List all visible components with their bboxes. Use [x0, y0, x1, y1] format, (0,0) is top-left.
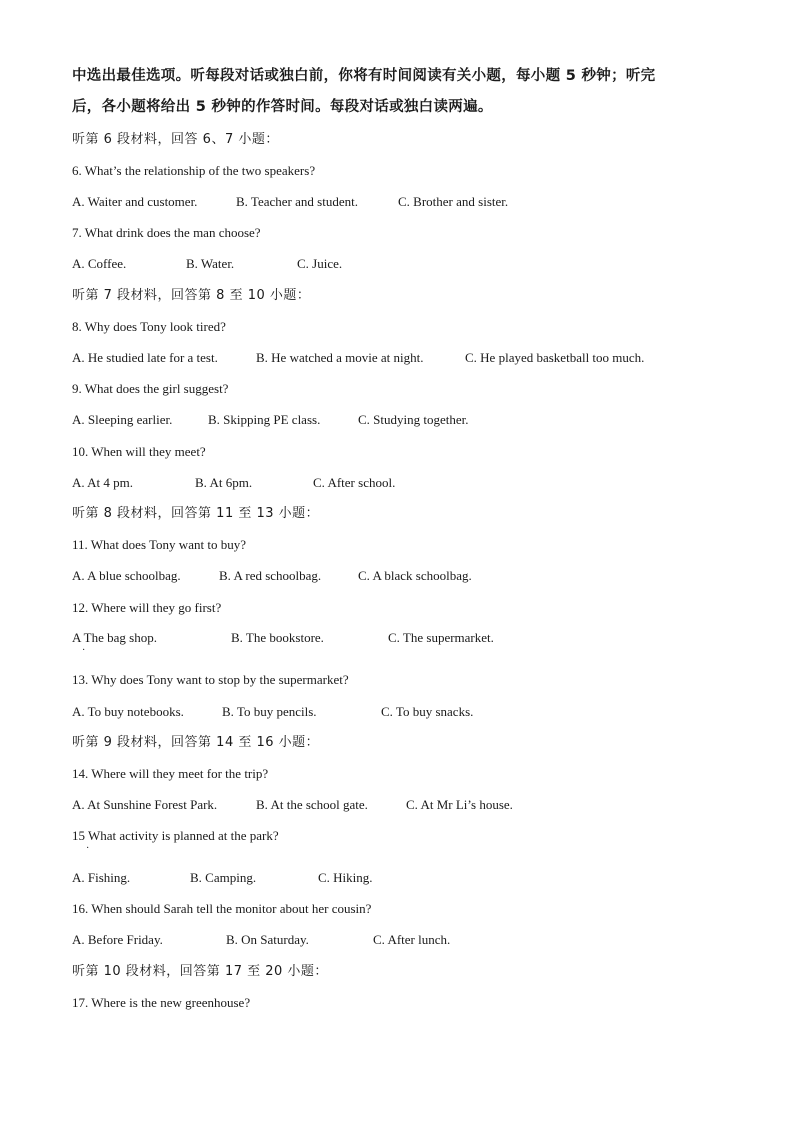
- question-14: 14. Where will they meet for the trip?: [72, 766, 269, 781]
- option-a: A. At 4 pm.: [72, 475, 134, 490]
- question-8: 8. Why does Tony look tired?: [72, 319, 226, 334]
- section-heading-9: 听第 9 段材料，回答第 14 至 16 小题：: [72, 735, 320, 750]
- question-9: 9. What does the girl suggest?: [72, 381, 229, 396]
- option-c: C. At Mr Li’s house.: [406, 797, 513, 812]
- option-b: B. To buy pencils.: [222, 704, 317, 719]
- option-c: C. After lunch.: [373, 932, 451, 947]
- option-a: A. Waiter and customer.: [72, 194, 198, 209]
- question-6: 6. What’s the relationship of the two speakers?: [72, 163, 316, 178]
- option-c: C. Juice.: [297, 256, 343, 271]
- section-heading-10: 听第 10 段材料，回答第 17 至 20 小题：: [72, 964, 328, 979]
- question-7: 7. What drink does the man choose?: [72, 225, 261, 240]
- option-b: B. At 6pm.: [195, 475, 253, 490]
- option-a: A. Before Friday.: [72, 932, 163, 947]
- option-b: B. The bookstore.: [231, 630, 324, 645]
- option-c: C. He played basketball too much.: [465, 350, 645, 365]
- option-c: C. Brother and sister.: [398, 194, 509, 209]
- question-17: 17. Where is the new greenhouse?: [72, 995, 251, 1010]
- option-b: B. A red schoolbag.: [219, 568, 322, 583]
- option-c: C. A black schoolbag.: [358, 568, 472, 583]
- option-a: A. He studied late for a test.: [72, 350, 218, 365]
- question-15: 15 What activity is planned at the park?: [72, 828, 279, 843]
- question-16: 16. When should Sarah tell the monitor about her cousin?: [72, 901, 372, 916]
- intro-line-2: 后，各小题将给出 5 秒钟的作答时间。每段对话或独白读两遍。: [72, 99, 493, 115]
- stray-dot: ·: [82, 645, 86, 656]
- option-a: A. Coffee.: [72, 256, 127, 271]
- option-b: B. At the school gate.: [256, 797, 368, 812]
- option-c: C. After school.: [313, 475, 396, 490]
- option-b: B. Camping.: [190, 870, 257, 885]
- option-c: C. To buy snacks.: [381, 704, 474, 719]
- section-heading-6: 听第 6 段材料，回答 6、7 小题：: [72, 132, 279, 147]
- option-b: B. Skipping PE class.: [208, 412, 321, 427]
- question-10: 10. When will they meet?: [72, 444, 206, 459]
- option-a: A. Fishing.: [72, 870, 131, 885]
- question-11: 11. What does Tony want to buy?: [72, 537, 246, 552]
- option-c: C. The supermarket.: [388, 630, 494, 645]
- option-b: B. He watched a movie at night.: [256, 350, 424, 365]
- section-heading-7: 听第 7 段材料，回答第 8 至 10 小题：: [72, 288, 311, 303]
- intro-line-1: 中选出最佳选项。听每段对话或独白前，你将有时间阅读有关小题，每小题 5 秒钟；听完: [72, 68, 656, 84]
- question-12: 12. Where will they go first?: [72, 600, 222, 615]
- option-c: C. Hiking.: [318, 870, 373, 885]
- option-c: C. Studying together.: [358, 412, 469, 427]
- question-13: 13. Why does Tony want to stop by the supermarket?: [72, 672, 349, 687]
- stray-dot: ·: [86, 843, 90, 854]
- option-a: A. Sleeping earlier.: [72, 412, 173, 427]
- option-a: A The bag shop.: [72, 630, 157, 645]
- option-b: B. Water.: [186, 256, 235, 271]
- section-heading-8: 听第 8 段材料，回答第 11 至 13 小题：: [72, 506, 320, 521]
- option-a: A. A blue schoolbag.: [72, 568, 181, 583]
- option-b: B. Teacher and student.: [236, 194, 358, 209]
- option-b: B. On Saturday.: [226, 932, 309, 947]
- option-a: A. To buy notebooks.: [72, 704, 184, 719]
- option-a: A. At Sunshine Forest Park.: [72, 797, 218, 812]
